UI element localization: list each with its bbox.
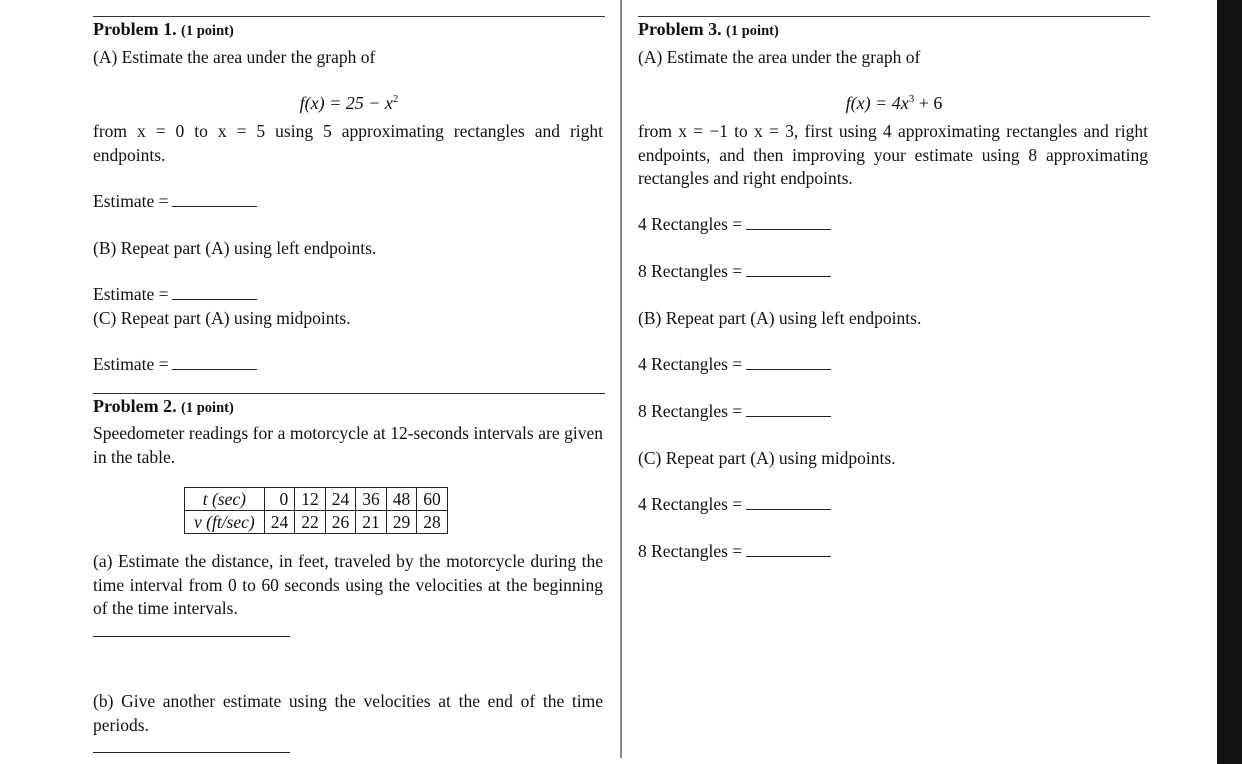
problem3-partB: (B) Repeat part (A) using left endpoints. [638,308,922,328]
problem1-estimateC-label: Estimate = [93,354,169,374]
problem3-B-rect4-label: 4 Rectangles = [638,354,743,374]
problem2-intro: Speedometer readings for a motorcycle at 12-seconds intervals are given in the table. [93,423,603,467]
table-cell: 22 [295,511,326,534]
problem2-partB-answer[interactable] [93,752,290,753]
table-header-time: t (sec) [185,488,265,511]
table-header-velocity: v (ft/sec) [185,511,265,534]
problem1-formula-lhs: f(x) = 25 − x [299,93,393,113]
problem3-A-rect4-label: 4 Rectangles = [638,214,743,234]
problem2-title: Problem 2. [93,396,177,416]
problem2-partB: (b) Give another estimate using the velocities at the end of the time periods. [93,691,603,735]
problem1-estimateA-label: Estimate = [93,191,169,211]
problem1-estimateB-label: Estimate = [93,284,169,304]
problem2-top-rule [93,393,605,394]
problem3-formula [638,92,1150,116]
problem3-partA-desc: from x = −1 to x = 3, first using 4 approximating rectangles and right endpoints, and then improving your estimate using 8 approximating rectangles and right endpoints. [638,121,1148,188]
problem3-A-rect8-row [638,260,831,284]
problem3-title: Problem 3. [638,19,722,39]
table-cell: 48 [386,488,417,511]
table-cell: 26 [325,511,356,534]
problem3-A-rect8-label: 8 Rectangles = [638,261,743,281]
problem3-C-rect8-row [638,540,831,564]
problem3-formula-post: + 6 [914,93,943,113]
problem3-C-rect4-answer[interactable] [746,497,831,510]
problem1-partA-desc: from x = 0 to x = 5 using 5 approximating rectangles and right endpoints. [93,121,603,165]
problem1-partB: (B) Repeat part (A) using left endpoints. [93,238,377,258]
problem3-partC: (C) Repeat part (A) using midpoints. [638,448,896,468]
problem1-estimateC-row [93,353,257,377]
problem3-C-rect4-row [638,493,831,517]
problem3-A-rect4-answer[interactable] [746,217,831,230]
problem1-estimateC-answer[interactable] [172,357,257,370]
problem3-A-rect8-answer[interactable] [746,264,831,277]
problem3-formula-exponent: 3 [908,93,915,105]
viewer-edge-bar [1217,0,1242,764]
problem1-points: (1 point) [181,23,234,39]
table-row-time [185,488,448,511]
problem3-C-rect8-answer[interactable] [746,544,831,557]
problem1-top-rule [93,16,605,17]
problem1-title: Problem 1. [93,19,177,39]
table-cell: 29 [386,511,417,534]
problem3-B-rect8-answer[interactable] [746,404,831,417]
table-cell: 28 [417,511,448,534]
problem1-formula-exponent: 2 [392,93,399,105]
problem3-B-rect8-row [638,400,831,424]
problem1-formula [93,92,605,116]
problem1-estimateB-row [93,283,257,307]
problem3-C-rect8-label: 8 Rectangles = [638,541,743,561]
problem3-B-rect4-answer[interactable] [746,357,831,370]
problem3-formula-pre: f(x) = 4x [845,93,909,113]
speedometer-table [184,487,448,534]
table-cell: 12 [295,488,326,511]
problem3-C-rect4-label: 4 Rectangles = [638,494,743,514]
table-cell: 36 [356,488,387,511]
problem3-top-rule [638,16,1150,17]
table-cell: 24 [325,488,356,511]
problem2-partA-answer[interactable] [93,636,290,637]
problem3-partA-intro: (A) Estimate the area under the graph of [638,47,921,67]
problem1-estimateA-answer[interactable] [172,194,257,207]
problem3-B-rect8-label: 8 Rectangles = [638,401,743,421]
table-cell: 21 [356,511,387,534]
problem2-points: (1 point) [181,400,234,416]
table-cell: 0 [264,488,295,511]
problem1-estimateB-answer[interactable] [172,287,257,300]
problem1-partA-intro: (A) Estimate the area under the graph of [93,47,376,67]
problem3-heading [638,18,779,44]
column-divider [620,0,622,758]
problem3-B-rect4-row [638,353,831,377]
table-row-velocity [185,511,448,534]
problem3-A-rect4-row [638,213,831,237]
problem2-partA: (a) Estimate the distance, in feet, traveled by the motorcycle during the time interval from 0 to 60 seconds using the velocities at the beginning of the time intervals. [93,551,603,618]
table-cell: 24 [264,511,295,534]
problem1-partC: (C) Repeat part (A) using midpoints. [93,308,351,328]
problem3-points: (1 point) [726,23,779,39]
problem1-heading [93,18,234,44]
problem2-heading [93,395,234,421]
table-cell: 60 [417,488,448,511]
problem1-estimateA-row [93,190,257,214]
